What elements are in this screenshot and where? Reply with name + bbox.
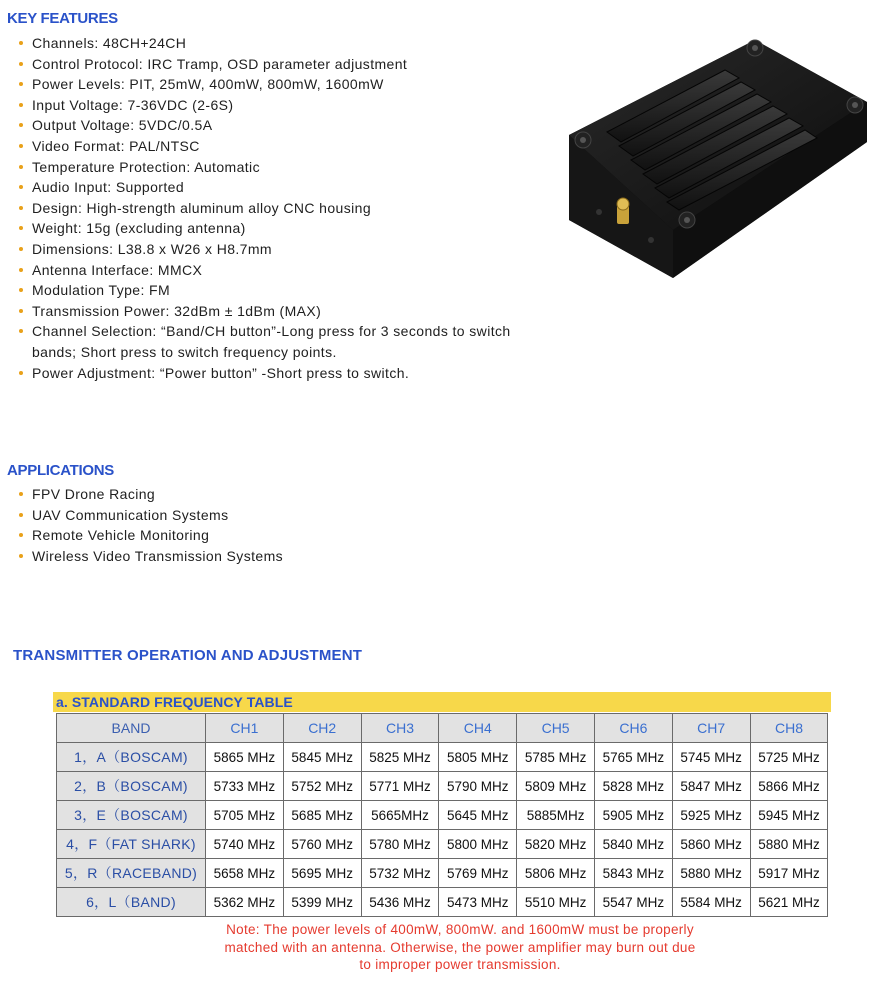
list-item [9, 280, 554, 301]
frequency-cell: 5780 MHz [361, 830, 439, 859]
frequency-cell: 5645 MHz [439, 801, 517, 830]
list-item-text: Channel Selection: “Band/CH button”-Long press for 3 seconds to switch bands; Short press to switch frequency points. [32, 323, 511, 360]
list-item [9, 239, 554, 260]
frequency-cell: 5840 MHz [594, 830, 672, 859]
table-row [57, 888, 828, 917]
list-item [9, 321, 554, 362]
list-item [9, 136, 554, 157]
frequency-cell: 5785 MHz [517, 743, 595, 772]
frequency-cell: 5880 MHz [672, 859, 750, 888]
frequency-cell: 5362 MHz [206, 888, 284, 917]
table-row [57, 801, 828, 830]
bullet-dot-icon [19, 329, 23, 333]
list-item-text: Input Voltage: 7-36VDC (2-6S) [32, 96, 234, 113]
list-item [9, 484, 409, 505]
list-item-text: Control Protocol: IRC Tramp, OSD parameter adjustment [32, 55, 408, 72]
bullet-dot-icon [19, 533, 23, 537]
frequency-cell: 5510 MHz [517, 888, 595, 917]
list-item [9, 177, 554, 198]
bullet-dot-icon [19, 371, 23, 375]
list-item-text: Audio Input: Supported [32, 179, 185, 196]
frequency-cell: 5547 MHz [594, 888, 672, 917]
bullet-dot-icon [19, 268, 23, 272]
applications-heading: APPLICATIONS [7, 462, 114, 479]
bullet-dot-icon [19, 288, 23, 292]
channel-column-header: CH1 [206, 714, 284, 743]
list-item-text: Temperature Protection: Automatic [32, 158, 260, 175]
table-row [57, 772, 828, 801]
channel-column-header: CH6 [594, 714, 672, 743]
table-row [57, 743, 828, 772]
bullet-dot-icon [19, 513, 23, 517]
channel-column-header: CH5 [517, 714, 595, 743]
frequency-cell: 5828 MHz [594, 772, 672, 801]
list-item [9, 525, 409, 546]
list-item-text: Remote Vehicle Monitoring [32, 527, 210, 544]
list-item-text: Transmission Power: 32dBm ± 1dBm (MAX) [32, 302, 322, 319]
frequency-cell: 5399 MHz [283, 888, 361, 917]
note-line: Note: The power levels of 400mW, 800mW. and 1600mW must be properly [226, 922, 694, 937]
list-item-text: Output Voltage: 5VDC/0.5A [32, 117, 213, 134]
list-item [9, 157, 554, 178]
bullet-dot-icon [19, 144, 23, 148]
frequency-cell: 5733 MHz [206, 772, 284, 801]
frequency-cell: 5880 MHz [750, 830, 828, 859]
frequency-cell: 5825 MHz [361, 743, 439, 772]
frequency-cell: 5917 MHz [750, 859, 828, 888]
frequency-cell: 5732 MHz [361, 859, 439, 888]
list-item [9, 198, 554, 219]
bullet-dot-icon [19, 123, 23, 127]
frequency-cell: 5584 MHz [672, 888, 750, 917]
note-line: to improper power transmission. [359, 957, 561, 972]
list-item-text: UAV Communication Systems [32, 506, 229, 523]
table-row [57, 859, 828, 888]
list-item-text: Design: High-strength aluminum alloy CNC housing [32, 199, 372, 216]
bullet-dot-icon [19, 165, 23, 169]
frequency-cell: 5865 MHz [206, 743, 284, 772]
channel-column-header: CH7 [672, 714, 750, 743]
bullet-dot-icon [19, 82, 23, 86]
list-item [9, 301, 554, 322]
channel-column-header: CH3 [361, 714, 439, 743]
frequency-cell: 5658 MHz [206, 859, 284, 888]
list-item-text: Wireless Video Transmission Systems [32, 547, 284, 564]
bullet-dot-icon [19, 41, 23, 45]
frequency-table-header-row [57, 714, 828, 743]
list-item-text: Video Format: PAL/NTSC [32, 137, 200, 154]
frequency-cell: 5847 MHz [672, 772, 750, 801]
list-item [9, 363, 554, 384]
frequency-cell: 5866 MHz [750, 772, 828, 801]
frequency-cell: 5790 MHz [439, 772, 517, 801]
channel-column-header: CH4 [439, 714, 517, 743]
transmitter-operation-heading: TRANSMITTER OPERATION AND ADJUSTMENT [13, 647, 363, 664]
list-item-text: Channels: 48CH+24CH [32, 35, 187, 51]
bullet-dot-icon [19, 62, 23, 66]
bullet-dot-icon [19, 309, 23, 313]
band-cell: 4，F（FAT SHARK) [57, 830, 206, 859]
note-line: matched with an antenna. Otherwise, the power amplifier may burn out due [224, 939, 696, 955]
list-item [9, 260, 554, 281]
list-item [9, 33, 554, 54]
list-item [9, 54, 554, 75]
band-cell: 6，L（BAND) [57, 888, 206, 917]
frequency-cell: 5905 MHz [594, 801, 672, 830]
frequency-cell: 5695 MHz [283, 859, 361, 888]
frequency-cell: 5843 MHz [594, 859, 672, 888]
list-item-text: Weight: 15g (excluding antenna) [32, 220, 246, 237]
vtx-transmitter-image [555, 30, 875, 285]
band-column-header: BAND [57, 714, 206, 743]
frequency-cell: 5740 MHz [206, 830, 284, 859]
frequency-cell: 5725 MHz [750, 743, 828, 772]
list-item-text: Modulation Type: FM [32, 282, 171, 299]
list-item [9, 546, 409, 567]
bullet-dot-icon [19, 247, 23, 251]
frequency-cell: 5705 MHz [206, 801, 284, 830]
frequency-table [56, 713, 828, 917]
frequency-cell: 5771 MHz [361, 772, 439, 801]
frequency-cell: 5885MHz [517, 801, 595, 830]
frequency-table-caption: a. STANDARD FREQUENCY TABLE [53, 692, 831, 712]
frequency-cell: 5621 MHz [750, 888, 828, 917]
list-item-text: Power Levels: PIT, 25mW, 400mW, 800mW, 1600mW [32, 76, 384, 93]
bullet-dot-icon [19, 226, 23, 230]
bullet-dot-icon [19, 492, 23, 496]
table-row [57, 830, 828, 859]
list-item [9, 505, 409, 526]
list-item-text: Dimensions: L38.8 x W26 x H8.7mm [32, 240, 272, 257]
frequency-cell: 5760 MHz [283, 830, 361, 859]
frequency-cell: 5765 MHz [594, 743, 672, 772]
frequency-cell: 5769 MHz [439, 859, 517, 888]
frequency-cell: 5745 MHz [672, 743, 750, 772]
frequency-cell: 5436 MHz [361, 888, 439, 917]
frequency-cell: 5845 MHz [283, 743, 361, 772]
list-item [9, 115, 554, 136]
frequency-cell: 5665MHz [361, 801, 439, 830]
key-features-list [9, 33, 554, 383]
bullet-dot-icon [19, 554, 23, 558]
applications-list [9, 484, 409, 566]
bullet-dot-icon [19, 206, 23, 210]
band-cell: 1，A（BOSCAM) [57, 743, 206, 772]
frequency-cell: 5473 MHz [439, 888, 517, 917]
frequency-cell: 5925 MHz [672, 801, 750, 830]
frequency-cell: 5752 MHz [283, 772, 361, 801]
frequency-cell: 5805 MHz [439, 743, 517, 772]
frequency-cell: 5809 MHz [517, 772, 595, 801]
list-item [9, 218, 554, 239]
bullet-dot-icon [19, 185, 23, 189]
key-features-heading: KEY FEATURES [7, 10, 118, 27]
band-cell: 3，E（BOSCAM) [57, 801, 206, 830]
channel-column-header: CH2 [283, 714, 361, 743]
list-item [9, 95, 554, 116]
list-item-text: FPV Drone Racing [32, 486, 156, 502]
band-cell: 2，B（BOSCAM) [57, 772, 206, 801]
list-item-text: Antenna Interface: MMCX [32, 261, 203, 278]
frequency-cell: 5806 MHz [517, 859, 595, 888]
channel-column-header: CH8 [750, 714, 828, 743]
list-item [9, 74, 554, 95]
power-warning-note [190, 921, 730, 974]
frequency-cell: 5800 MHz [439, 830, 517, 859]
list-item-text: Power Adjustment: “Power button” -Short press to switch. [32, 364, 410, 381]
band-cell: 5，R（RACEBAND) [57, 859, 206, 888]
frequency-cell: 5685 MHz [283, 801, 361, 830]
bullet-dot-icon [19, 103, 23, 107]
frequency-cell: 5820 MHz [517, 830, 595, 859]
frequency-cell: 5945 MHz [750, 801, 828, 830]
frequency-cell: 5860 MHz [672, 830, 750, 859]
